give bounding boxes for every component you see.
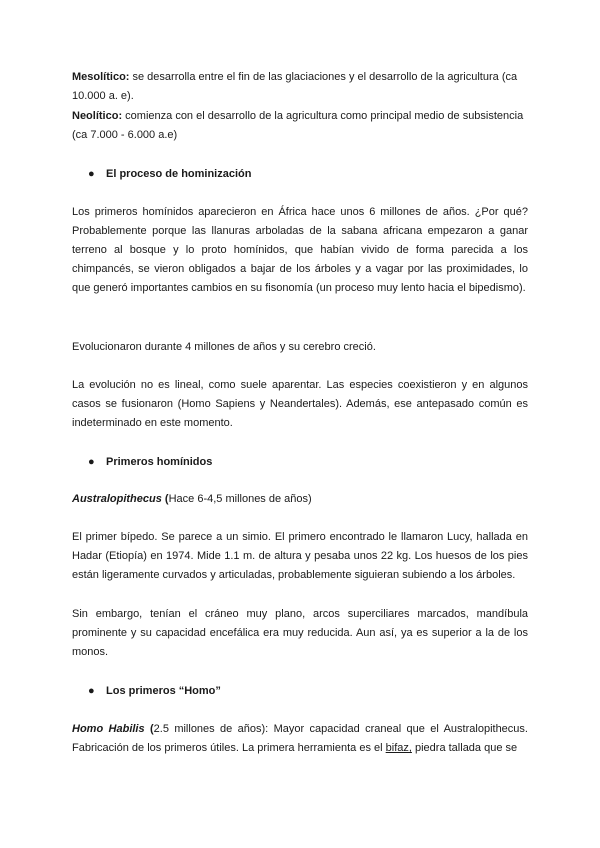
paragraph-evolucion-cerebro: Evolucionaron durante 4 millones de años y su cerebro creció. [72, 341, 376, 353]
habilis-text-a: 2.5 millones de años): Mayor capacidad craneal que el Australopithecus. Fabricación de los primeros útiles. La primera herramienta es el [72, 723, 528, 754]
heading-hominizacion [72, 165, 528, 184]
heading-text: El proceso de hominización [106, 168, 252, 180]
text-neolitico: comienza con el desarrollo de la agricultura como principal medio de subsistencia (ca 7.000 - 6.000 a.e) [72, 110, 524, 141]
heading-text: Primeros homínidos [106, 456, 213, 468]
term-homo-habilis: Homo Habilis [72, 723, 145, 735]
paragraph-hominidos-origen: Los primeros homínidos aparecieron en África hace unos 6 millones de años. ¿Por qué? Probablemente porque las llanuras arboladas de la sabana africana empezaron a ganar terreno al bosque y lo proto homínidos, que habían vivido de forma parecida a los chimpancés, se vieron obligados a bajar de los árboles y a vagar por las proximidades, lo que generó importantes cambios en su fisonomía (un proceso muy lento hacia el bipedismo). [72, 206, 528, 294]
text-mesolitico: se desarrolla entre el fin de las glaciaciones y el desarrollo de la agricultura (ca 10.000 a. e). [72, 71, 518, 102]
term-mesolitico: Mesolítico: [72, 71, 130, 83]
australopithecus-date: Hace 6-4,5 millones de años) [168, 493, 312, 505]
bullet-icon: ● [88, 168, 95, 180]
term-australopithecus: Australopithecus [72, 493, 162, 505]
paragraph-lucy: El primer bípedo. Se parece a un simio. El primero encontrado le llamaron Lucy, hallada en Hadar (Etiopía) en 1974. Mide 1.1 m. de altura y pesaba unos 22 kg. Los huesos de los pies están ligeramente curvados y articuladas, probablemente siguieran subiendo a los árboles. [72, 531, 528, 581]
heading-primeros-hominidos [72, 453, 528, 472]
bullet-icon: ● [88, 456, 95, 468]
habilis-text-b: piedra tallada que se [411, 742, 518, 754]
paragraph-evolucion-lineal: La evolución no es lineal, como suele aparentar. Las especies coexistieron y en algunos casos se fusionaron (Homo Sapiens y Neandertales). Además, ese antepasado común es indeterminado en este momento. [72, 379, 528, 429]
paragraph-craneo: Sin embargo, tenían el cráneo muy plano, arcos superciliares marcados, mandíbula prominente y su capacidad encefálica era muy reducida. Aun así, ya es superior a la de los monos. [72, 608, 528, 658]
paren-open: ( [144, 723, 154, 735]
heading-primeros-homo [72, 682, 528, 701]
bifaz-link[interactable]: bifaz, [385, 742, 412, 754]
term-neolitico: Neolítico: [72, 110, 123, 122]
heading-text: Los primeros “Homo” [106, 685, 221, 697]
definition-mesolitico [72, 68, 528, 106]
australopithecus-title [72, 490, 528, 509]
definition-neolitico [72, 107, 528, 145]
bullet-icon: ● [88, 685, 95, 697]
paragraph-homo-habilis [72, 720, 528, 758]
paren-open: ( [161, 493, 169, 505]
